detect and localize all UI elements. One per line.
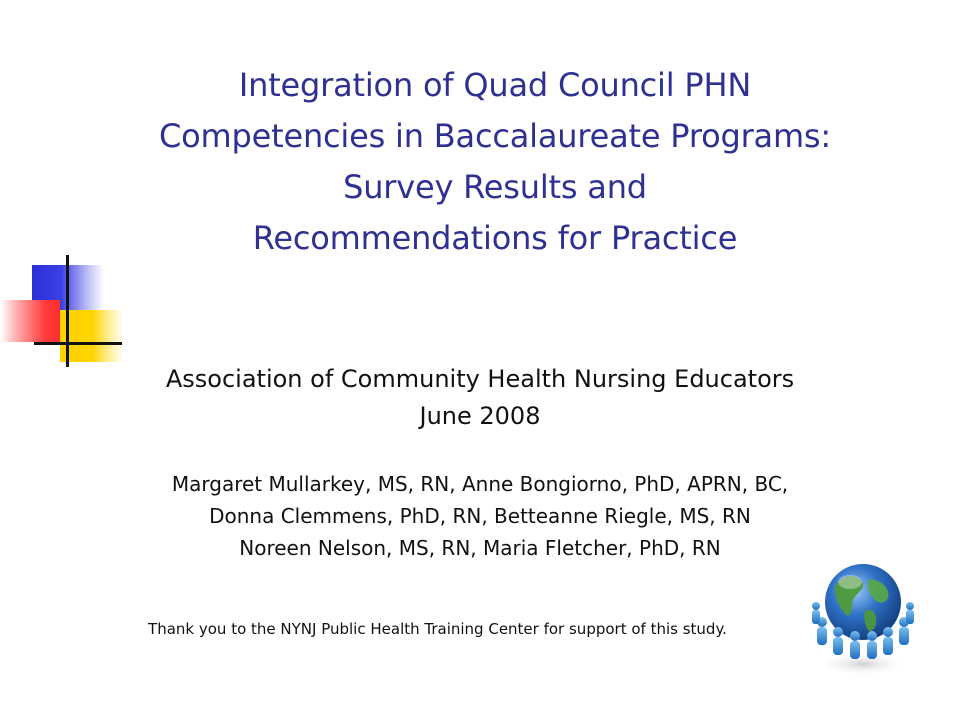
organization-name: Association of Community Health Nursing Educators	[165, 365, 795, 393]
authors-block	[0, 468, 960, 564]
vertical-line	[66, 255, 69, 367]
yellow-square	[60, 310, 124, 362]
red-square	[0, 300, 60, 342]
author-line: Donna Clemmens, PhD, RN, Betteanne Riegle, MS, RN	[209, 504, 751, 528]
acknowledgment-text: Thank you to the NYNJ Public Health Training Center for support of this study.	[148, 620, 727, 638]
title-line: Competencies in Baccalaureate Programs:	[159, 117, 831, 155]
title-line: Recommendations for Practice	[252, 219, 738, 257]
author-line: Margaret Mullarkey, MS, RN, Anne Bongiorno, PhD, APRN, BC,	[171, 472, 789, 496]
color-squares-icon	[0, 250, 130, 370]
title-line: Survey Results and	[343, 168, 647, 206]
organization-block	[0, 361, 960, 435]
author-line: Noreen Nelson, MS, RN, Maria Fletcher, PhD, RN	[239, 536, 721, 560]
slide-title	[80, 60, 910, 264]
title-line: Integration of Quad Council PHN	[238, 66, 752, 104]
globe-graphic	[808, 552, 918, 682]
globe-with-people-icon	[808, 552, 918, 682]
horizontal-line	[34, 342, 122, 345]
presentation-date: June 2008	[419, 402, 541, 430]
